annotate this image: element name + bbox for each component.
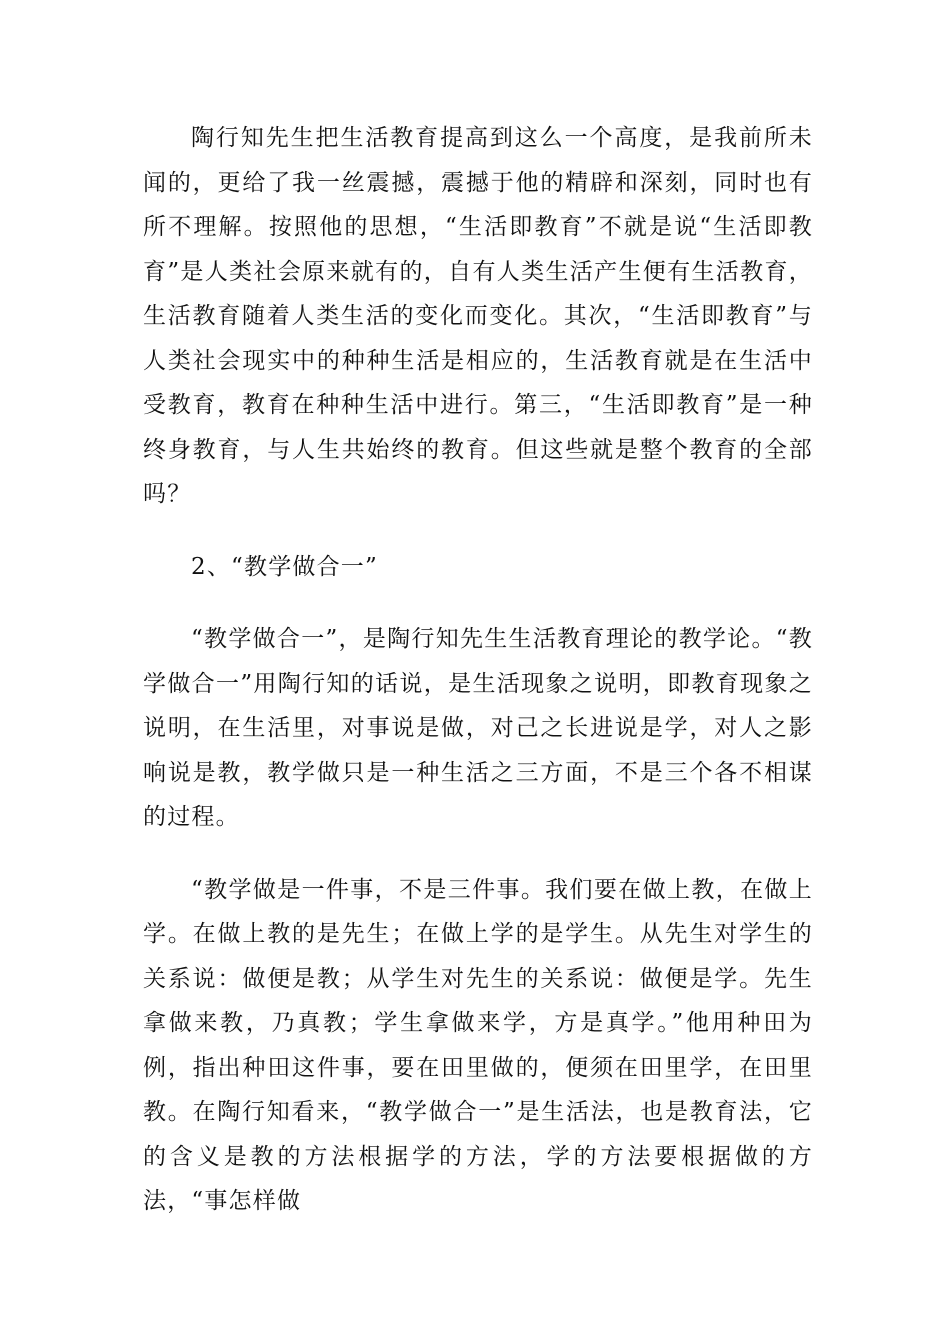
paragraph-life-education: 陶行知先生把生活教育提高到这么一个高度，是我前所未闻的，更给了我一丝震撼，震撼于他的精辟和深刻，同时也有所不理解。按照他的思想，“生活即教育”不就是说“生活即教育”是人类社会原来就有的，自有人类生活产生便有生活教育，生活教育随着人类生活的变化而变化。其次，“生活即教育”与人类社会现实中的种种生活是相应的，生活教育就是在生活中受教育，教育在种种生活中进行。第三，“生活即教育”是一种终身教育，与人生共始终的教育。但这些就是整个教育的全部吗？ (143, 125, 813, 507)
section-heading-teach-learn-do: 2、“教学做合一” (191, 553, 378, 580)
paragraph-teach-learn-do-quote: “教学做是一件事，不是三件事。我们要在做上教，在做上学。在做上教的是先生；在做上学的是学生。从先生对学生的关系说：做便是教；从学生对先生的关系说：做便是学。先生拿做来教，乃真教；学生拿做来学，方是真学。”他用种田为例，指出种田这件事，要在田里做的，便须在田里学，在田里教。在陶行知看来，“教学做合一”是生活法，也是教育法，它的含义是教的方法根据学的方法，学的方法要根据做的方法，“事怎样做 (143, 876, 813, 1214)
paragraph-teach-learn-do-theory: “教学做合一”，是陶行知先生生活教育理论的教学论。“教学做合一”用陶行知的话说，是生活现象之说明，即教育现象之说明，在生活里，对事说是做，对己之长进说是学，对人之影响说是教，教学做只是一种生活之三方面，不是三个各不相谋的过程。 (143, 626, 813, 830)
document-body (143, 116, 813, 1252)
